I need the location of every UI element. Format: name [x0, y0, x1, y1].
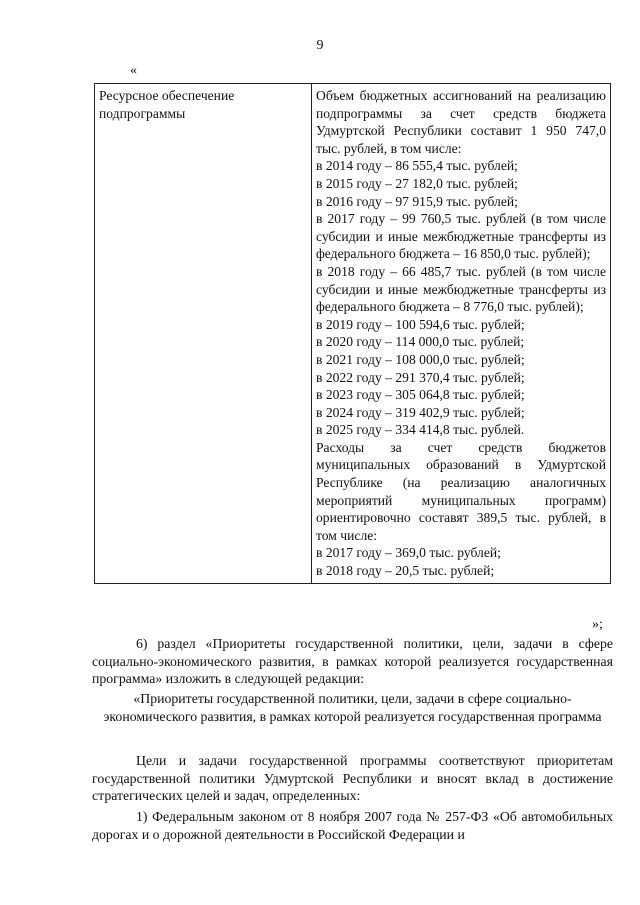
page-number: 9 [316, 38, 324, 53]
closing-quote-mark: »; [592, 617, 603, 632]
year-line: в 2020 году – 114 000,0 тыс. рублей; [316, 334, 525, 350]
municipal-expenses: Расходы за счет средств бюджетов муниципальных образований в Удмуртской Республике (на реализацию аналогичных мероприятий муниципальных программ) ориентировочно составят 389,5 тыс. рублей, в том числе: [316, 439, 606, 543]
year-line: в 2015 году – 27 182,0 тыс. рублей; [316, 175, 518, 191]
table-row [95, 84, 611, 584]
year-line: в 2021 году – 108 000,0 тыс. рублей; [316, 351, 525, 367]
year-line: в 2022 году – 291 370,4 тыс. рублей; [316, 369, 525, 385]
section-title: «Приоритеты государственной политики, цели, задачи в сфере социально-экономического развития, в рамках которой реализуется государственная программа [103, 691, 602, 724]
table-content-cell [312, 84, 611, 584]
year-line: в 2016 году – 97 915,9 тыс. рублей; [316, 193, 518, 209]
law-item-1: 1) Федеральным законом от 8 ноября 2007 года № 257-ФЗ «Об автомобильных дорогах и о дорожной деятельности в Российской Федерации и [92, 809, 613, 842]
goals-paragraph: Цели и задачи государственной программы соответствуют приоритетам государственной политики Удмуртской Республики и вносят вклад в достижение стратегических целей и задач, определенных: [92, 753, 613, 804]
year-line: в 2023 году – 305 064,8 тыс. рублей; [316, 387, 525, 403]
municipal-year-line: в 2017 году – 369,0 тыс. рублей; [316, 545, 501, 561]
municipal-year-line: в 2018 году – 20,5 тыс. рублей; [316, 563, 495, 579]
budget-intro: Объем бюджетных ассигнований на реализацию подпрограммы за счет средств бюджета Удмуртской Республики составит 1 950 747,0 тыс. рублей, в том числе: [316, 88, 606, 156]
item-6-paragraph: 6) раздел «Приоритеты государственной политики, цели, задачи в сфере социально-экономического развития, в рамках которой реализуется государственная программа» изложить в следующей редакции: [92, 636, 613, 687]
year-line: в 2018 году – 66 485,7 тыс. рублей (в том числе субсидии и иные межбюджетные трансферты из федерального бюджета – 8 776,0 тыс. рублей); [316, 263, 606, 315]
year-line: в 2019 году – 100 594,6 тыс. рублей; [316, 316, 525, 332]
opening-quote-mark: « [130, 63, 137, 78]
table-label-cell: Ресурсное обеспечение подпрограммы [95, 84, 312, 584]
year-line: в 2017 году – 99 760,5 тыс. рублей (в том числе субсидии и иные межбюджетные трансферты из федерального бюджета – 16 850,0 тыс. рублей); [316, 211, 606, 262]
year-line: в 2024 году – 319 402,9 тыс. рублей; [316, 404, 525, 420]
year-line: в 2014 году – 86 555,4 тыс. рублей; [316, 158, 518, 174]
resource-table [94, 83, 611, 584]
year-line: в 2025 году – 334 414,8 тыс. рублей. [316, 422, 525, 438]
